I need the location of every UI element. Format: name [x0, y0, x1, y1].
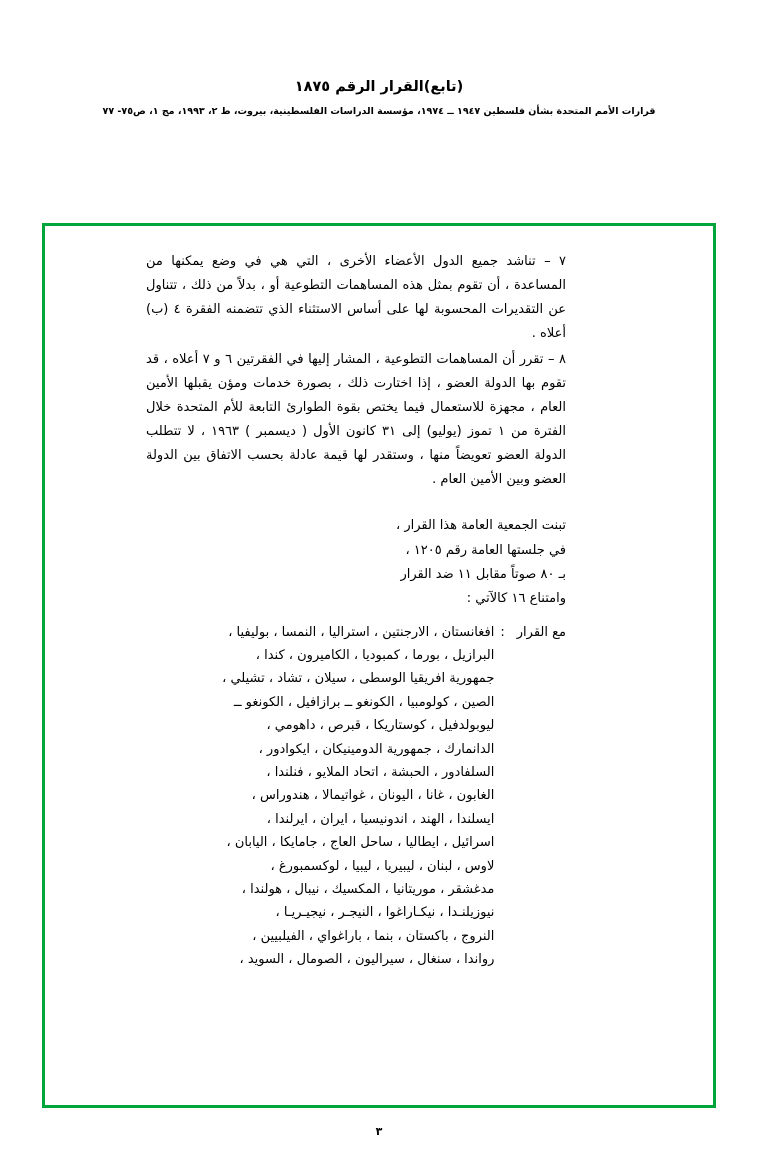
body-column: [146, 250, 566, 972]
country-line: افغانستان ، الارجنتين ، استراليا ، النمسا ، بوليفيا ،: [228, 624, 495, 640]
country-line: جمهورية افريقيا الوسطى ، سيلان ، تشاد ، تشيلي ،: [222, 671, 495, 687]
country-line: اسرائيل ، ايطاليا ، ساحل العاج ، جامايكا ، اليابان ،: [226, 835, 495, 851]
document-header: [0, 78, 758, 119]
country-line: مدغشقر ، موريتانيا ، المكسيك ، نيبال ، هولندا ،: [241, 881, 495, 897]
in-favour-country-list: [146, 621, 494, 972]
country-line: السلفادور ، الحبشة ، اتحاد الملايو ، فنلندا ،: [266, 765, 495, 780]
vote-line-tally: بـ ٨٠ صوتاً مقابل ١١ ضد القرار: [400, 566, 566, 582]
vote-block: [146, 514, 566, 610]
document-source-citation: قرارات الأمم المتحدة بشأن فلسطين ١٩٤٧ ــ ١٩٧٤، مؤسسة الدراسات الفلسطينية، بيروت، ط ٢، ١٩٩٣، مج ١، ص٧٥- ٧٧: [102, 105, 656, 117]
paragraph-8: ٨ – تقرر أن المساهمات التطوعية ، المشار إليها في الفقرتين ٦ و ٧ أعلاه ، قد تقوم بها الدولة العضو ، إذا اختارت ذلك ، بصورة خدمات ومؤن يقبلها الأمين العام ، مجهزة للاستعمال فيما يختص بقوة الطوارئ التابعة للأم المتحدة خلال الفترة من ١ تموز (يوليو) إلى ٣١ كانون الأول ( ديسمبر ) ١٩٦٣ ، لا تتطلب الدولة العضو تعويضاً منها ، وستقدر لها قيمة عادلة بحسب الاتفاق بين الدولة العضو وبين الأمين العام .: [146, 352, 566, 488]
page-number: ٣: [375, 1125, 383, 1138]
document-title: (تابع)القرار الرقم ١٨٧٥: [294, 79, 464, 95]
in-favour-block: [146, 621, 566, 972]
in-favour-colon: :: [500, 624, 505, 640]
country-line: ليوبولدفيل ، كوستاريكا ، قبرص ، داهومي ،: [266, 718, 495, 734]
in-favour-label: مع القرار: [516, 624, 566, 640]
country-line: النروج ، باكستان ، بنما ، باراغواي ، الفيلبيين ،: [252, 928, 495, 944]
document-content: [42, 250, 716, 1101]
country-line: لاوس ، لبنان ، ليبيريا ، ليبيا ، لوكسمبورغ ،: [270, 858, 495, 874]
paragraph-7: ٧ – تناشد جميع الدول الأعضاء الأخرى ، التي هي في وضع يمكنها من المساعدة ، أن تقوم بمثل هذه المساهمات التطوعية أو ، بدلاً من ذلك ، تتناول عن التقديرات المحسوبة لها على أساس الاستثناء الذي تتضمنه الفقرة ٤ (ب) أعلاه .: [146, 254, 566, 342]
country-line: الدانمارك ، جمهورية الدومينيكان ، ايكوادور ،: [258, 741, 495, 757]
country-line: الصين ، كولومبيا ، الكونغو ــ برازافيل ، الكونغو ــ: [233, 694, 495, 710]
vote-line-abstentions: وامتناع ١٦ كالآتي :: [466, 590, 566, 606]
country-line: ايسلندا ، الهند ، اندونيسيا ، ايران ، ايرلندا ،: [266, 811, 495, 827]
vote-line-adopted: تبنت الجمعية العامة هذا القرار ،: [396, 518, 566, 534]
document-page: [0, 78, 758, 1156]
country-line: البرازيل ، بورما ، كمبوديا ، الكاميرون ، كندا ،: [255, 648, 495, 664]
country-line: الغابون ، غانا ، اليونان ، غواتيمالا ، هندوراس ،: [251, 788, 495, 804]
vote-line-session: في جلستها العامة رقم ١٢٠٥ ،: [405, 542, 566, 558]
country-line: نيوزيلنـدا ، نيكـاراغوا ، النيجـر ، نيجيـريـا ،: [275, 905, 495, 921]
country-line: رواندا ، سنغال ، سيراليون ، الصومال ، السويد ،: [239, 952, 495, 968]
